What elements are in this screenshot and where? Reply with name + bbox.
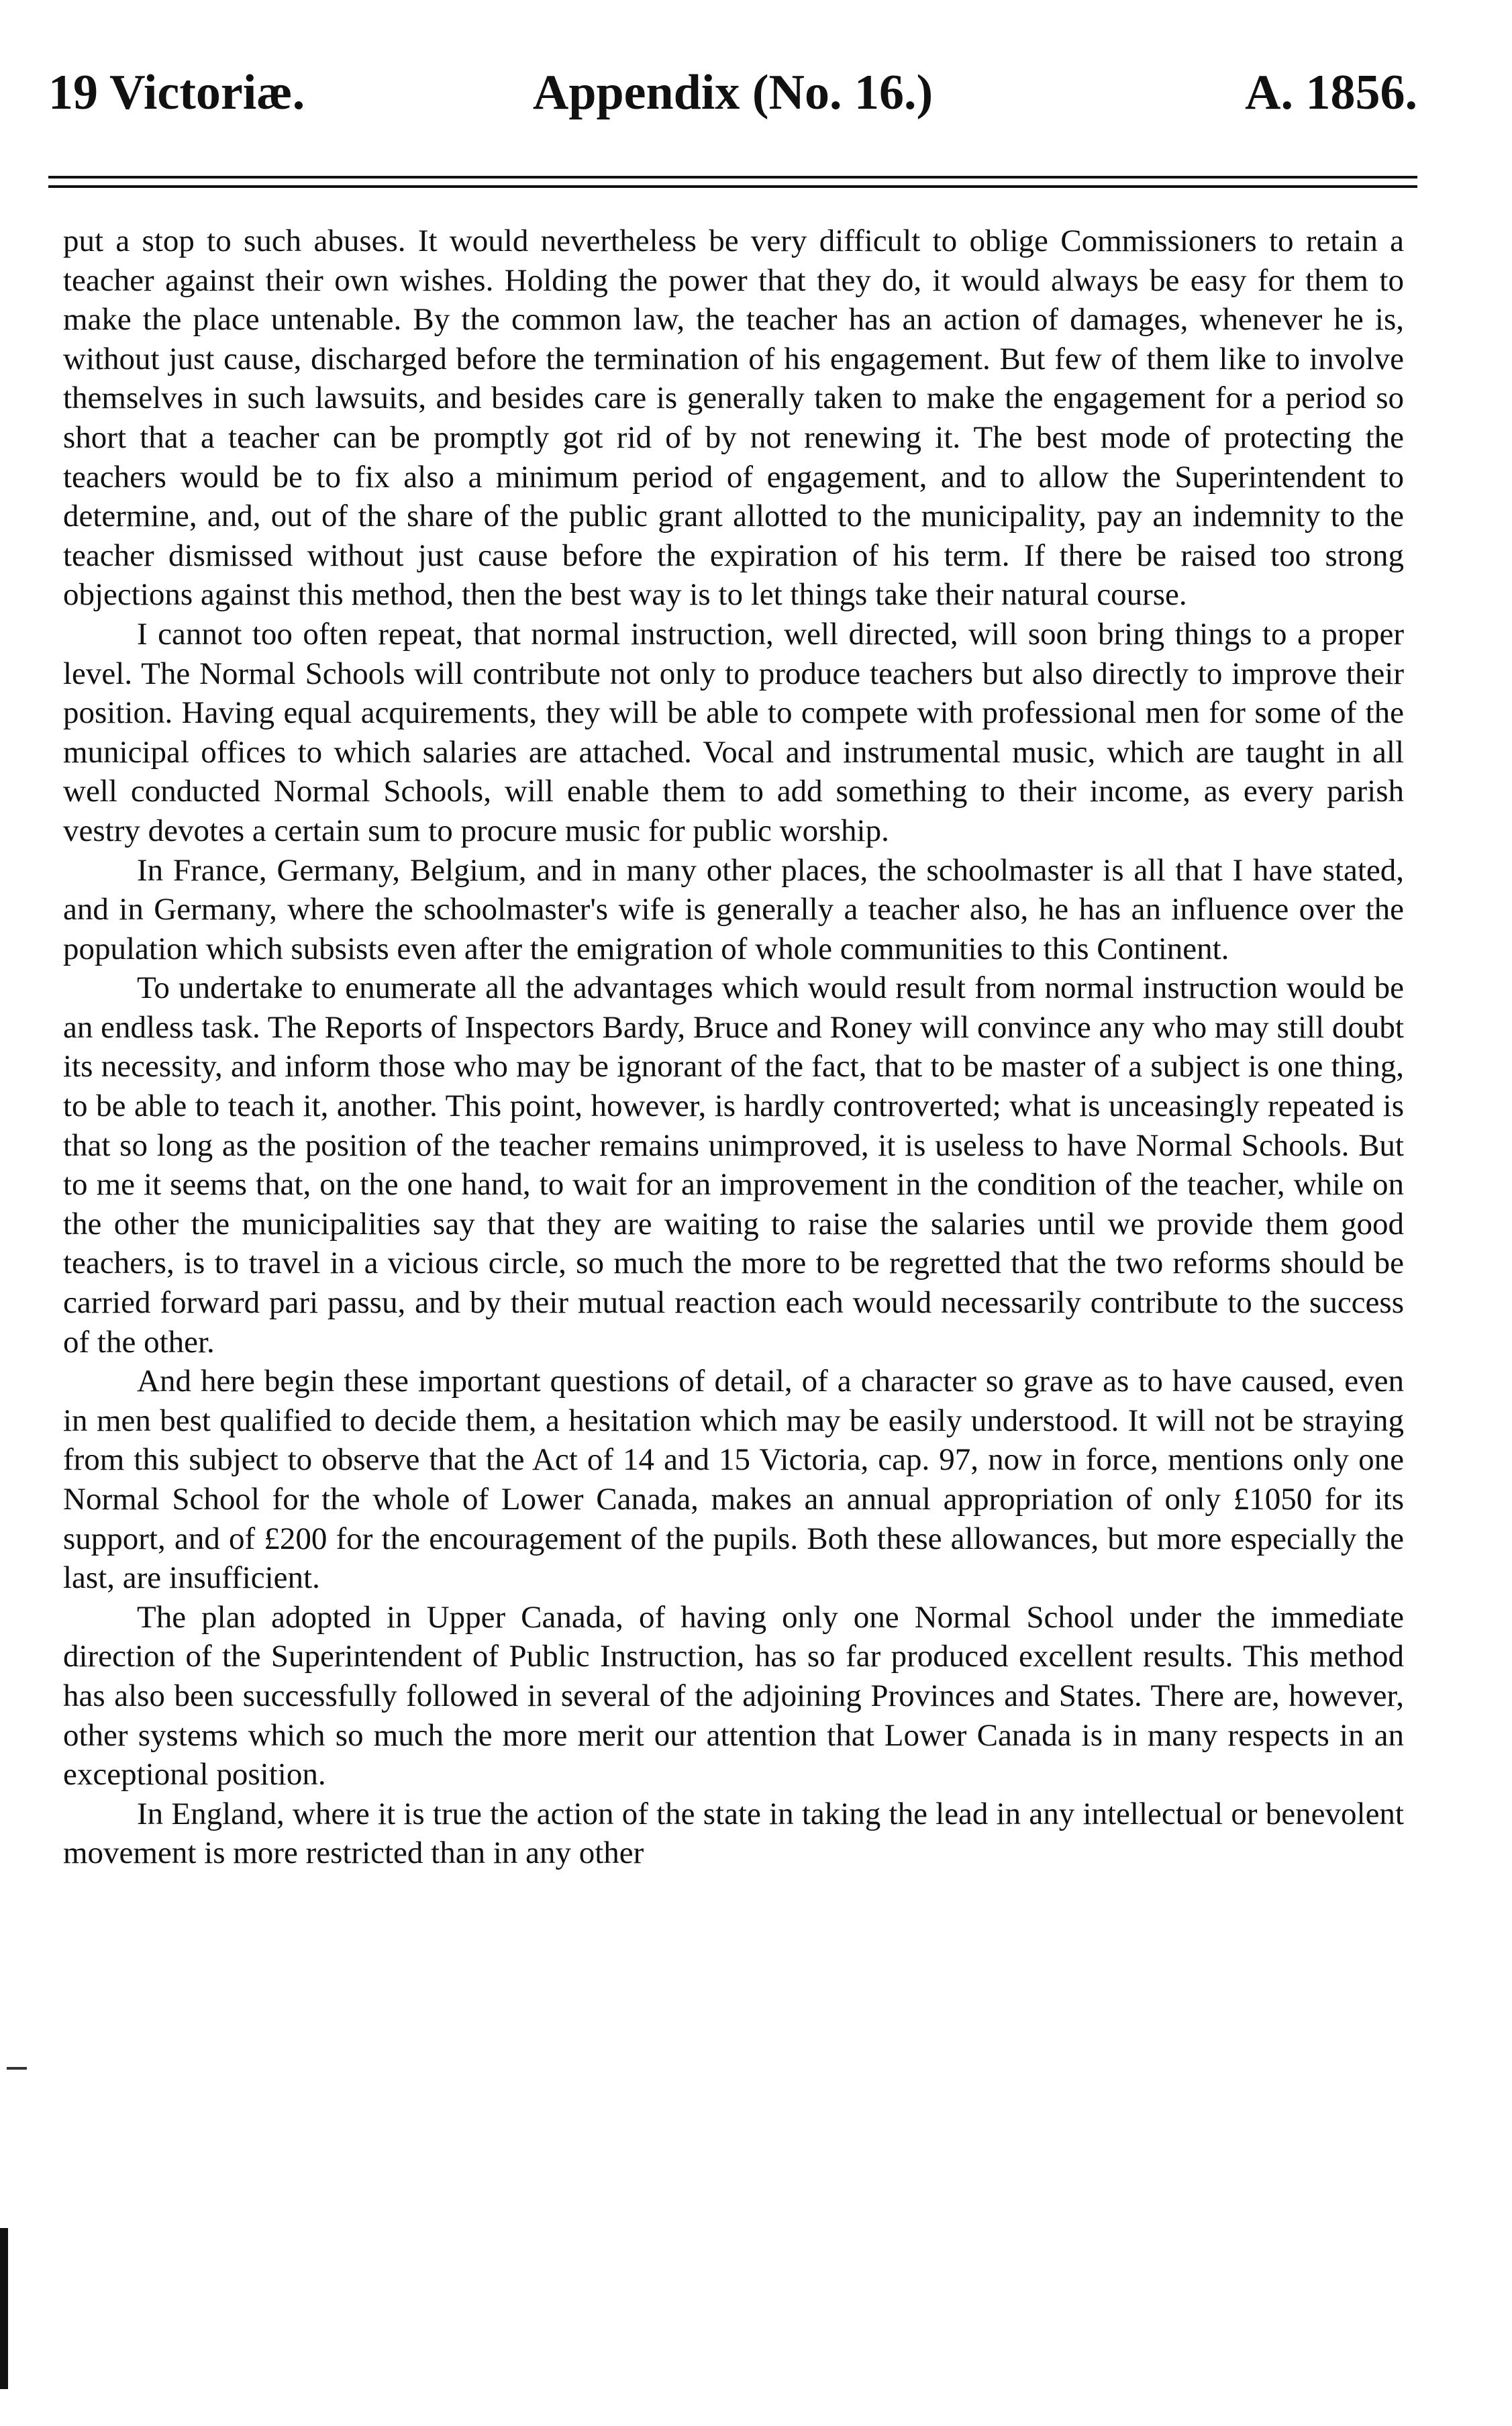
header-appendix: Appendix (No. 16.) <box>532 65 934 120</box>
scan-edge-mark <box>0 2228 8 2389</box>
paragraph-advantages: To undertake to enumerate all the advantages which would result from normal instruction would be an endless task. The Reports of Inspectors Bardy, Bruce and Roney will convince any who may still doubt its necessity, and inform those who may be ignorant of the fact, that to be master of a subject is one thing, to be able to teach it, another. This point, however, is hardly controverted; what is unceasingly repeated is that so long as the position of the teacher remains unimproved, it is useless to have Normal Schools. But to me it seems that, on the one hand, to wait for an improvement in the condition of the teacher, while on the other the municipalities say that they are waiting to raise the salaries until we provide them good teachers, is to travel in a vicious circle, so much the more to be regretted that the two reforms should be carried forward pari passu, and by their mutual reaction each would necessarily contribute to the success of the other. <box>63 970 1404 1360</box>
header-rule-top <box>48 176 1417 179</box>
header-year: A. 1856. <box>1245 65 1417 120</box>
paragraph-questions-of-detail: And here begin these important questions of detail, of a character so grave as to have caused, even in men best qualified to decide them, a hesitation which may be easily understood. It will not be straying from this subject to observe that the Act of 14 and 15 Victoria, cap. 97, now in force, mentions only one Normal School for the whole of Lower Canada, makes an annual appropriation of only £1050 for its support, and of £200 for the encouragement of the pupils. Both these allowances, but more especially the last, are insufficient. <box>63 1364 1404 1596</box>
header-rule-bottom <box>48 185 1417 188</box>
paragraph-normal-instruction: I cannot too often repeat, that normal instruction, well directed, will soon bring things to a proper level. The Normal Schools will contribute not only to produce teachers but also directly to improve their position. Having equal acquirements, they will be able to compete with professional men for some of the municipal offices to which salaries are attached. Vocal and instrumental music, which are taught in all well conducted Normal Schools, will enable them to add something to their income, as every parish vestry devotes a certain sum to procure music for public worship. <box>63 616 1404 848</box>
paragraph-abuses: put a stop to such abuses. It would nevertheless be very difficult to oblige Commissioners to retain a teacher against their own wishes. Holding the power that they do, it would always be easy for them to make the place untenable. By the common law, the teacher has an action of damages, whenever he is, without just cause, discharged before the termination of his engagement. But few of them like to involve themselves in such lawsuits, and besides care is generally taken to make the engagement for a period so short that a teacher can be promptly got rid of by not renewing it. The best mode of protecting the teachers would be to fix also a minimum period of engagement, and to allow the Superintendent to determine, and, out of the share of the public grant allotted to the municipality, pay an indemnity to the teacher dismissed without just cause before the expiration of his term. If there be raised too strong objections against this method, then the best way is to let things take their natural course. <box>63 223 1404 613</box>
paragraph-england: In England, where it is true the action of the state in taking the lead in any intellectual or benevolent movement is more restricted than in any other <box>63 1796 1404 1871</box>
margin-dash <box>7 2067 27 2070</box>
page-header <box>48 64 1417 132</box>
document-body <box>63 221 1404 1873</box>
paragraph-upper-canada: The plan adopted in Upper Canada, of having only one Normal School under the immediate direction of the Superintendent of Public Instruction, has so far produced excellent results. This method has also been successfully followed in several of the adjoining Provinces and States. There are, however, other systems which so much the more merit our attention that Lower Canada is in many respects in an exceptional position. <box>63 1599 1404 1792</box>
paragraph-france-germany: In France, Germany, Belgium, and in many other places, the schoolmaster is all that I have stated, and in Germany, where the schoolmaster's wife is generally a teacher also, he has an influence over the population which subsists even after the emigration of whole communities to this Continent. <box>63 852 1404 966</box>
header-session: 19 Victoriæ. <box>48 65 305 120</box>
